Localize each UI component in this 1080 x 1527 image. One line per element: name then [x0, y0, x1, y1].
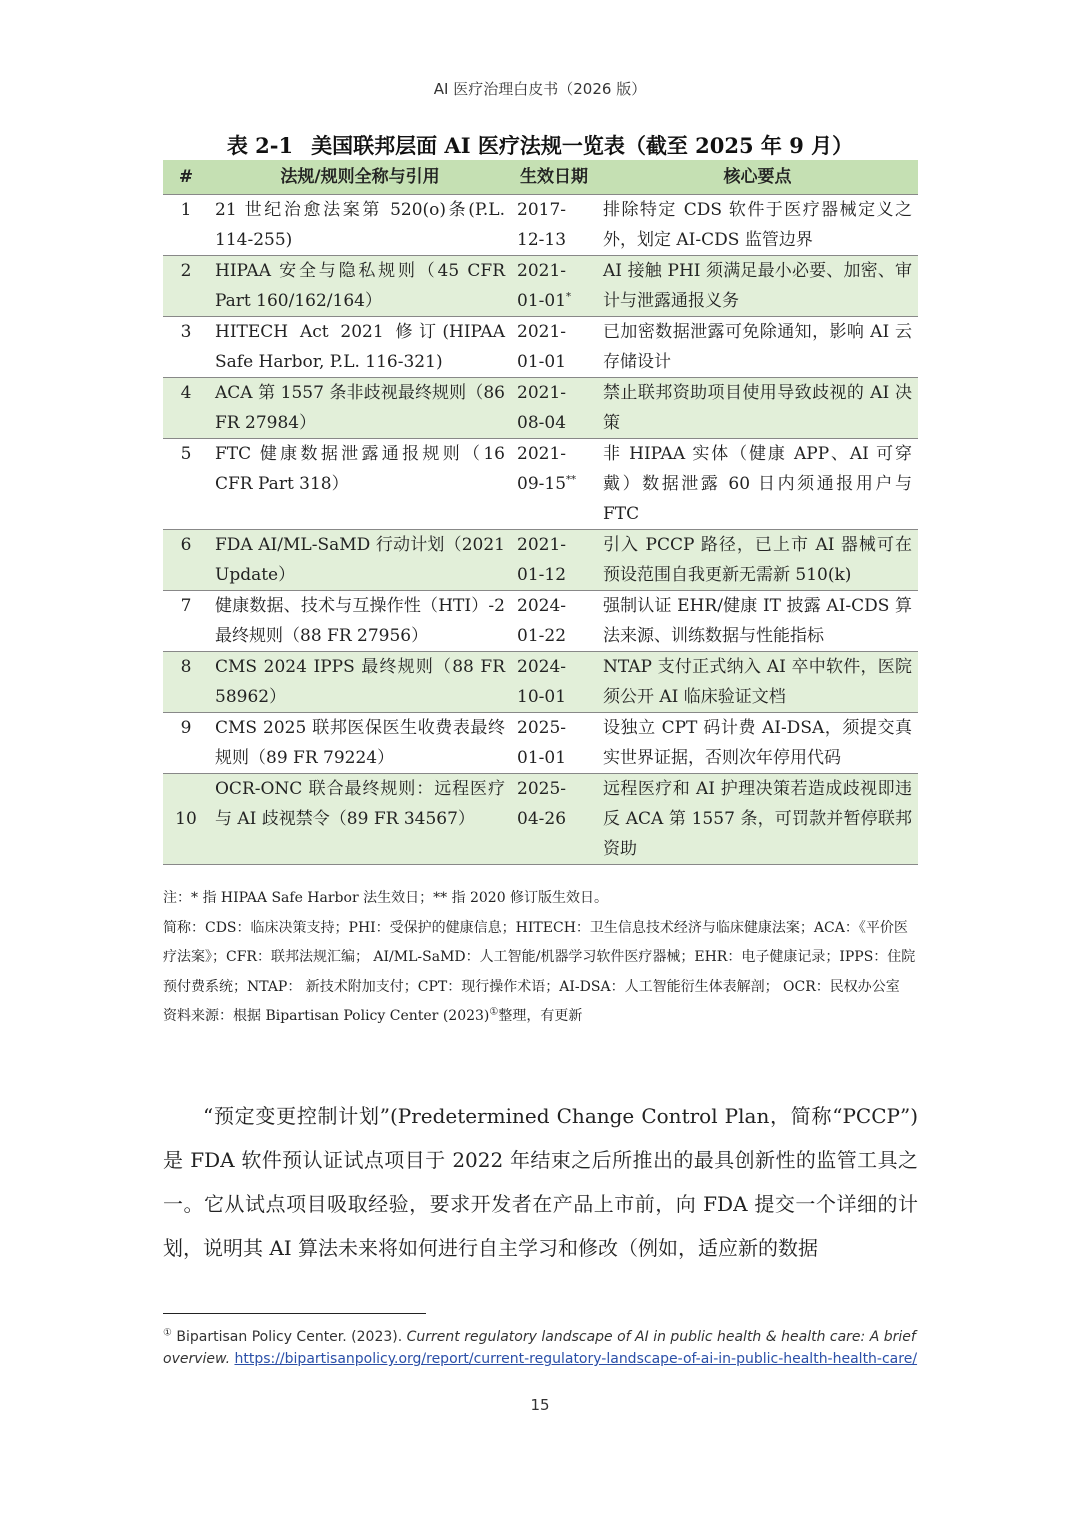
table-note: 注：* 指 HIPAA Safe Harbor 法生效日；** 指 2020 修订版生效日。 — [163, 890, 609, 906]
table-row — [163, 317, 918, 378]
row-number: 9 — [163, 713, 209, 774]
row-effective-date: 2021-09-15** — [511, 439, 597, 530]
table-row — [163, 530, 918, 591]
row-regulation-name: CMS 2025 联邦医保医生收费表最终规则（89 FR 79224） — [209, 713, 511, 774]
row-effective-date: 2017-12-13 — [511, 195, 597, 256]
row-key-points: 引入 PCCP 路径，已上市 AI 器械可在预设范围自我更新无需新 510(k) — [597, 530, 918, 591]
column-header-name: 法规/规则全称与引用 — [209, 160, 511, 195]
row-number: 5 — [163, 439, 209, 530]
table-header-row — [163, 160, 918, 195]
table-row — [163, 774, 918, 865]
column-header-number: # — [163, 160, 209, 195]
column-header-key-points: 核心要点 — [597, 160, 918, 195]
row-key-points: 强制认证 EHR/健康 IT 披露 AI-CDS 算法来源、训练数据与性能指标 — [597, 591, 918, 652]
table-caption — [0, 130, 1080, 160]
row-key-points: 非 HIPAA 实体（健康 APP、AI 可穿戴）数据泄露 60 日内须通报用户与 FTC — [597, 439, 918, 530]
row-effective-date: 2024-01-22 — [511, 591, 597, 652]
body-paragraph: “预定变更控制计划”(Predetermined Change Control Plan，简称“PCCP”)是 FDA 软件预认证试点项目于 2022 年结束之后所推出的最具创新性的监管工具之一。它从试点项目吸取经验，要求开发者在产品上市前，向 FDA 提交一个详细的计划，说明其 AI 算法未来将如何进行自主学习和修改（例如，适应新的数据 — [163, 1104, 918, 1260]
row-effective-date: 2021-08-04 — [511, 378, 597, 439]
row-number: 8 — [163, 652, 209, 713]
row-effective-date: 2024-10-01 — [511, 652, 597, 713]
table-row — [163, 378, 918, 439]
row-key-points: 禁止联邦资助项目使用导致歧视的 AI 决策 — [597, 378, 918, 439]
row-regulation-name: FDA AI/ML-SaMD 行动计划（2021 Update） — [209, 530, 511, 591]
row-effective-date: 2021-01-01 — [511, 317, 597, 378]
footnote-ref-mark[interactable]: ① — [489, 1006, 499, 1018]
table-row — [163, 591, 918, 652]
table-caption-label: 表 2-1 — [226, 133, 294, 158]
row-number: 1 — [163, 195, 209, 256]
date-footnote-mark: * — [566, 291, 572, 303]
row-key-points: 设独立 CPT 码计费 AI-DSA，须提交真实世界证据，否则次年停用代码 — [597, 713, 918, 774]
row-number: 4 — [163, 378, 209, 439]
row-key-points: 远程医疗和 AI 护理决策若造成歧视即违反 ACA 第 1557 条，可罚款并暂停联邦资助 — [597, 774, 918, 865]
row-key-points: AI 接触 PHI 须满足最小必要、加密、审计与泄露通报义务 — [597, 256, 918, 317]
regulations-table — [163, 160, 918, 865]
table-row — [163, 652, 918, 713]
table-caption-title: 美国联邦层面 AI 医疗法规一览表（截至 2025 年 9 月） — [311, 133, 854, 158]
column-header-date: 生效日期 — [511, 160, 597, 195]
table-abbreviations: 简称：CDS：临床决策支持；PHI：受保护的健康信息；HITECH：卫生信息技术经济与临床健康法案；ACA：《平价医疗法案》；CFR：联邦法规汇编； AI/ML-SaMD：人工智能/机器学习软件医疗器械；EHR：电子健康记录；IPPS：住院预付费系统；NTAP： 新技术附加支付；CPT：现行操作术语；AI-DSA：人工智能衍生体表解剖； OCR：民权办公室 — [163, 919, 916, 995]
row-regulation-name: HIPAA 安全与隐私规则（45 CFR Part 160/162/164） — [209, 256, 511, 317]
row-effective-date: 2025-04-26 — [511, 774, 597, 865]
row-effective-date: 2025-01-01 — [511, 713, 597, 774]
row-key-points: NTAP 支付正式纳入 AI 卒中软件，医院须公开 AI 临床验证文档 — [597, 652, 918, 713]
table-row — [163, 713, 918, 774]
row-regulation-name: 21 世纪治愈法案第 520(o)条(P.L. 114-255) — [209, 195, 511, 256]
date-footnote-mark: ** — [566, 474, 577, 486]
table-notes — [163, 884, 918, 1032]
row-regulation-name: HITECH Act 2021 修订(HIPAA Safe Harbor, P.L. 116-321) — [209, 317, 511, 378]
footnote-title: Current regulatory landscape of AI in public health & health care: A brief overview. — [163, 1329, 916, 1367]
row-number: 3 — [163, 317, 209, 378]
footnote-author: Bipartisan Policy Center. (2023). — [176, 1329, 403, 1345]
row-number: 6 — [163, 530, 209, 591]
row-key-points: 已加密数据泄露可免除通知，影响 AI 云存储设计 — [597, 317, 918, 378]
table-row — [163, 439, 918, 530]
row-effective-date: 2021-01-01* — [511, 256, 597, 317]
footnote-mark: ① — [163, 1327, 172, 1339]
row-number: 10 — [163, 774, 209, 865]
row-key-points: 排除特定 CDS 软件于医疗器械定义之外，划定 AI-CDS 监管边界 — [597, 195, 918, 256]
row-regulation-name: ACA 第 1557 条非歧视最终规则（86 FR 27984） — [209, 378, 511, 439]
footnote — [163, 1326, 918, 1370]
footnote-link[interactable]: https://bipartisanpolicy.org/report/current-regulatory-landscape-of-ai-in-public-health-health-care/ — [234, 1351, 918, 1367]
table-row — [163, 256, 918, 317]
table-source: 资料来源：根据 Bipartisan Policy Center (2023)①整理，有更新 — [163, 1006, 583, 1024]
row-regulation-name: FTC 健康数据泄露通报规则（16 CFR Part 318） — [209, 439, 511, 530]
row-regulation-name: 健康数据、技术与互操作性（HTI）-2 最终规则（88 FR 27956） — [209, 591, 511, 652]
row-effective-date: 2021-01-12 — [511, 530, 597, 591]
page-number: 15 — [530, 1396, 550, 1414]
row-regulation-name: OCR-ONC 联合最终规则：远程医疗与 AI 歧视禁令（89 FR 34567） — [209, 774, 511, 865]
running-header: AI 医疗治理白皮书（2026 版） — [433, 80, 647, 98]
footnote-separator — [163, 1313, 426, 1314]
row-regulation-name: CMS 2024 IPPS 最终规则（88 FR 58962） — [209, 652, 511, 713]
row-number: 7 — [163, 591, 209, 652]
table-row — [163, 195, 918, 256]
body-text — [163, 1094, 918, 1270]
row-number: 2 — [163, 256, 209, 317]
